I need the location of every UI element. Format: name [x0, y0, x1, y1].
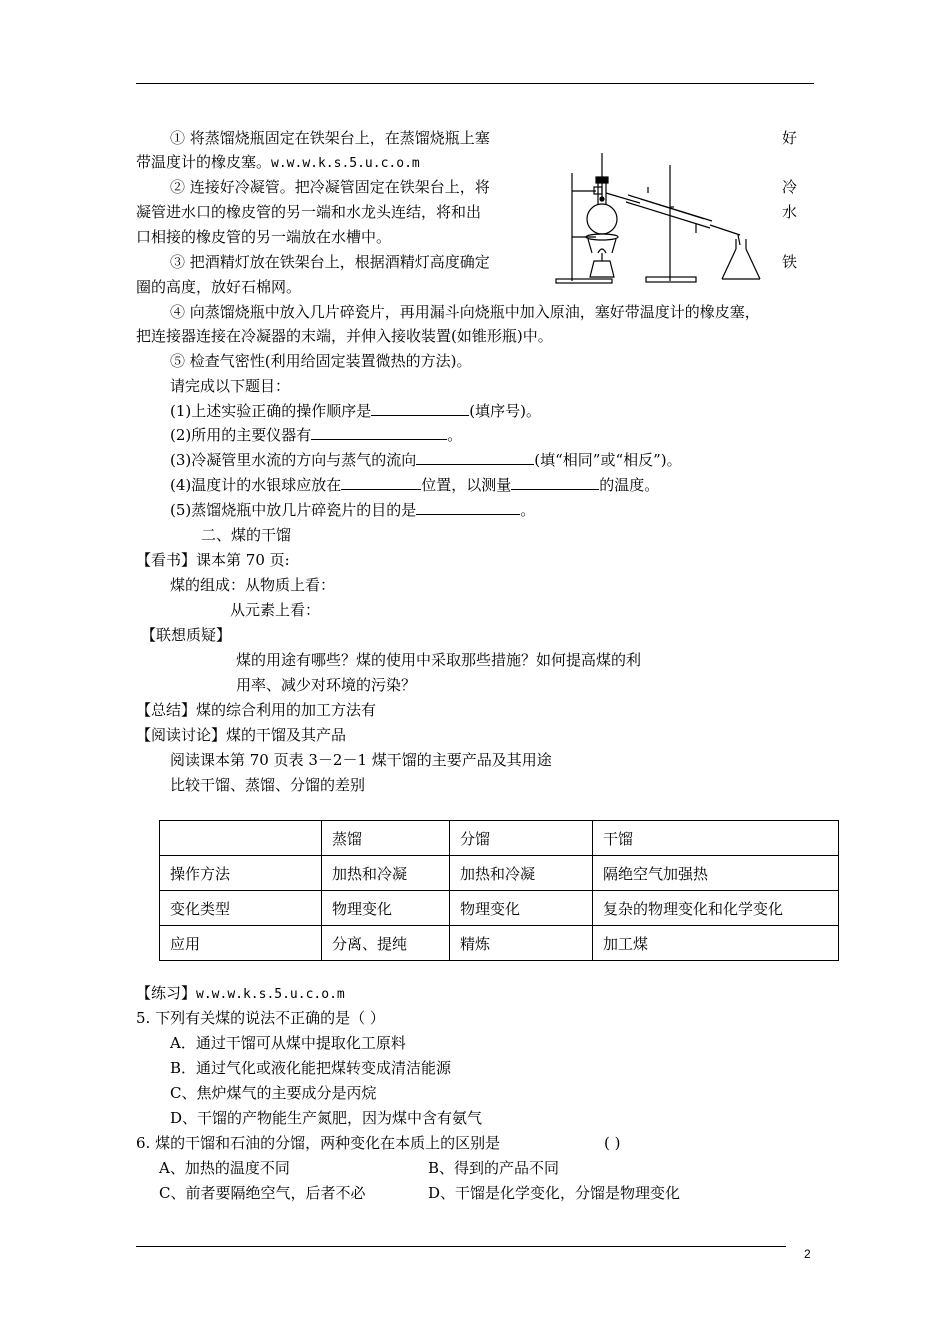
- section-heading-coal: 二、煤的干馏: [201, 526, 292, 544]
- summary-tag: 【总结】: [136, 701, 197, 719]
- question-2: [170, 425, 462, 445]
- step-4-line-2: 把连接器连接在冷凝器的末端，并伸入接收装置(如锥形瓶)中。: [136, 327, 553, 345]
- reading-text: 煤的干馏及其产品: [226, 726, 347, 744]
- practice-site: w.w.w.k.s.5.u.c.o.m: [196, 987, 345, 1002]
- question-2-suffix: 。: [447, 426, 463, 444]
- summary-text: 煤的综合利用的加工方法有: [196, 701, 377, 719]
- reading-line-2: 比较干馏、蒸馏、分馏的差别: [170, 776, 366, 794]
- q5-option-b: B．通过气化或液化能把煤转变成清洁能源: [170, 1059, 452, 1077]
- association-line-1: 煤的用途有哪些？煤的使用中采取那些措施？如何提高煤的利: [236, 651, 642, 669]
- question-1-text: (1)上述实验正确的操作顺序是: [170, 402, 372, 420]
- table-row: [160, 856, 839, 891]
- table-cell: 操作方法: [160, 856, 322, 891]
- answer-blank-3[interactable]: [416, 450, 534, 465]
- question-2-text: (2)所用的主要仪器有: [170, 426, 312, 444]
- table-cell: 加热和冷凝: [450, 856, 593, 891]
- answer-blank-5[interactable]: [416, 500, 520, 515]
- table-header-cell: 干馏: [593, 821, 839, 856]
- step-1-line-2: [136, 152, 420, 174]
- question-3: [170, 450, 682, 470]
- answer-blank-4a[interactable]: [341, 475, 421, 490]
- q6-answer-paren: ( ): [604, 1134, 621, 1152]
- step-3-line-2: 圈的高度，放好石棉网。: [136, 278, 302, 296]
- step-2-line-2: 凝管进水口的橡皮管的另一端和水龙头连结，将和出: [136, 203, 482, 221]
- step-2-line-3: 口相接的橡皮管的另一端放在水槽中。: [136, 228, 392, 246]
- question-prompt: 请完成以下题目：: [170, 377, 291, 395]
- step-1-line-1: ① 将蒸馏烧瓶固定在铁架台上，在蒸馏烧瓶上塞: [170, 129, 490, 147]
- table-cell: 物理变化: [450, 891, 593, 926]
- question-5-suffix: 。: [520, 501, 536, 519]
- question-3-suffix: (填“相同”或“相反”)。: [534, 451, 682, 469]
- step-1-tail: 好: [782, 129, 798, 147]
- header-rule: [136, 83, 814, 84]
- table-row: [160, 926, 839, 961]
- distillation-comparison-table: [159, 820, 839, 961]
- page-number: 2: [804, 1247, 811, 1261]
- reading-line-1: 阅读课本第 70 页表 3－2－1 煤干馏的主要产品及其用途: [170, 751, 552, 769]
- q6-option-d: D、干馏是化学变化，分馏是物理变化: [428, 1184, 681, 1202]
- q6-option-c: C、前者要隔绝空气，后者不必: [159, 1184, 366, 1202]
- q6-option-b: B、得到的产品不同: [428, 1159, 560, 1177]
- step-5: ⑤ 检查气密性(利用给固定装置微热的方法)。: [170, 352, 472, 370]
- site-watermark: w.w.w.k.s.5.u.c.o.m: [271, 156, 420, 171]
- association-line-2: 用率、减少对环境的污染？: [236, 676, 417, 694]
- question-4: [170, 475, 659, 495]
- step-3-line-1: ③ 把酒精灯放在铁架台上，根据酒精灯高度确定: [170, 253, 490, 271]
- question-4-suffix: 的温度。: [599, 476, 660, 494]
- table-cell: 精炼: [450, 926, 593, 961]
- question-1: [170, 401, 541, 421]
- book-reference: [136, 550, 290, 570]
- q5-option-a: A．通过干馏可从煤中提取化工原料: [170, 1034, 406, 1052]
- coal-composition-1: 煤的组成：从物质上看：: [170, 576, 336, 594]
- table-row: [160, 891, 839, 926]
- q5-option-c: C、焦炉煤气的主要成分是丙烷: [170, 1084, 377, 1102]
- question-4-text: (4)温度计的水银球应放在: [170, 476, 342, 494]
- question-1-suffix: (填序号)。: [469, 402, 541, 420]
- distillation-apparatus-illustration: [550, 153, 778, 285]
- table-header-row: [160, 821, 839, 856]
- q6-option-a: A、加热的温度不同: [159, 1159, 290, 1177]
- practice-tag: 【练习】: [136, 984, 197, 1002]
- answer-blank-4b[interactable]: [511, 475, 599, 490]
- table-cell: 应用: [160, 926, 322, 961]
- table-cell: 加工煤: [593, 926, 839, 961]
- step-2-line-1: ② 连接好冷凝管。把冷凝管固定在铁架台上，将: [170, 178, 490, 196]
- practice-question-6: 6. 煤的干馏和石油的分馏，两种变化在本质上的区别是: [136, 1134, 501, 1152]
- question-5: [170, 500, 535, 520]
- answer-blank-2[interactable]: [311, 425, 447, 440]
- association-tag: 【联想质疑】: [141, 626, 232, 644]
- step-1-text: 带温度计的橡皮塞。: [136, 153, 272, 171]
- reading-discussion: [136, 725, 346, 745]
- table-header-cell: 分馏: [450, 821, 593, 856]
- book-tag: 【看书】: [136, 551, 197, 569]
- table-cell: 变化类型: [160, 891, 322, 926]
- book-text: 课本第 70 页:: [196, 551, 290, 569]
- step-4-line-1: ④ 向蒸馏烧瓶中放入几片碎瓷片，再用漏斗向烧瓶中加入原油，塞好带温度计的橡皮塞，: [170, 303, 760, 321]
- practice-heading: [136, 983, 345, 1005]
- table-cell: 分离、提纯: [322, 926, 450, 961]
- practice-question-5: 5. 下列有关煤的说法不正确的是（ ）: [136, 1009, 385, 1027]
- question-5-text: (5)蒸馏烧瓶中放几片碎瓷片的目的是: [170, 501, 417, 519]
- table-cell: 复杂的物理变化和化学变化: [593, 891, 839, 926]
- reading-tag: 【阅读讨论】: [136, 726, 227, 744]
- footer-rule: [136, 1246, 786, 1247]
- question-4-middle: 位置，以测量: [421, 476, 512, 494]
- table-cell: 物理变化: [322, 891, 450, 926]
- table-cell: 隔绝空气加强热: [593, 856, 839, 891]
- q5-option-d: D、干馏的产物能生产氮肥，因为煤中含有氨气: [170, 1109, 483, 1127]
- step-3-tail: 铁: [782, 253, 798, 271]
- summary: [136, 700, 376, 720]
- question-3-text: (3)冷凝管里水流的方向与蒸气的流向: [170, 451, 417, 469]
- table-header-cell: [160, 821, 322, 856]
- coal-composition-2: 从元素上看：: [230, 601, 321, 619]
- answer-blank-1[interactable]: [371, 401, 469, 416]
- table-header-cell: 蒸馏: [322, 821, 450, 856]
- step-2-tail: 冷: [782, 178, 798, 196]
- table-cell: 加热和冷凝: [322, 856, 450, 891]
- step-2-tail-2: 水: [782, 203, 798, 221]
